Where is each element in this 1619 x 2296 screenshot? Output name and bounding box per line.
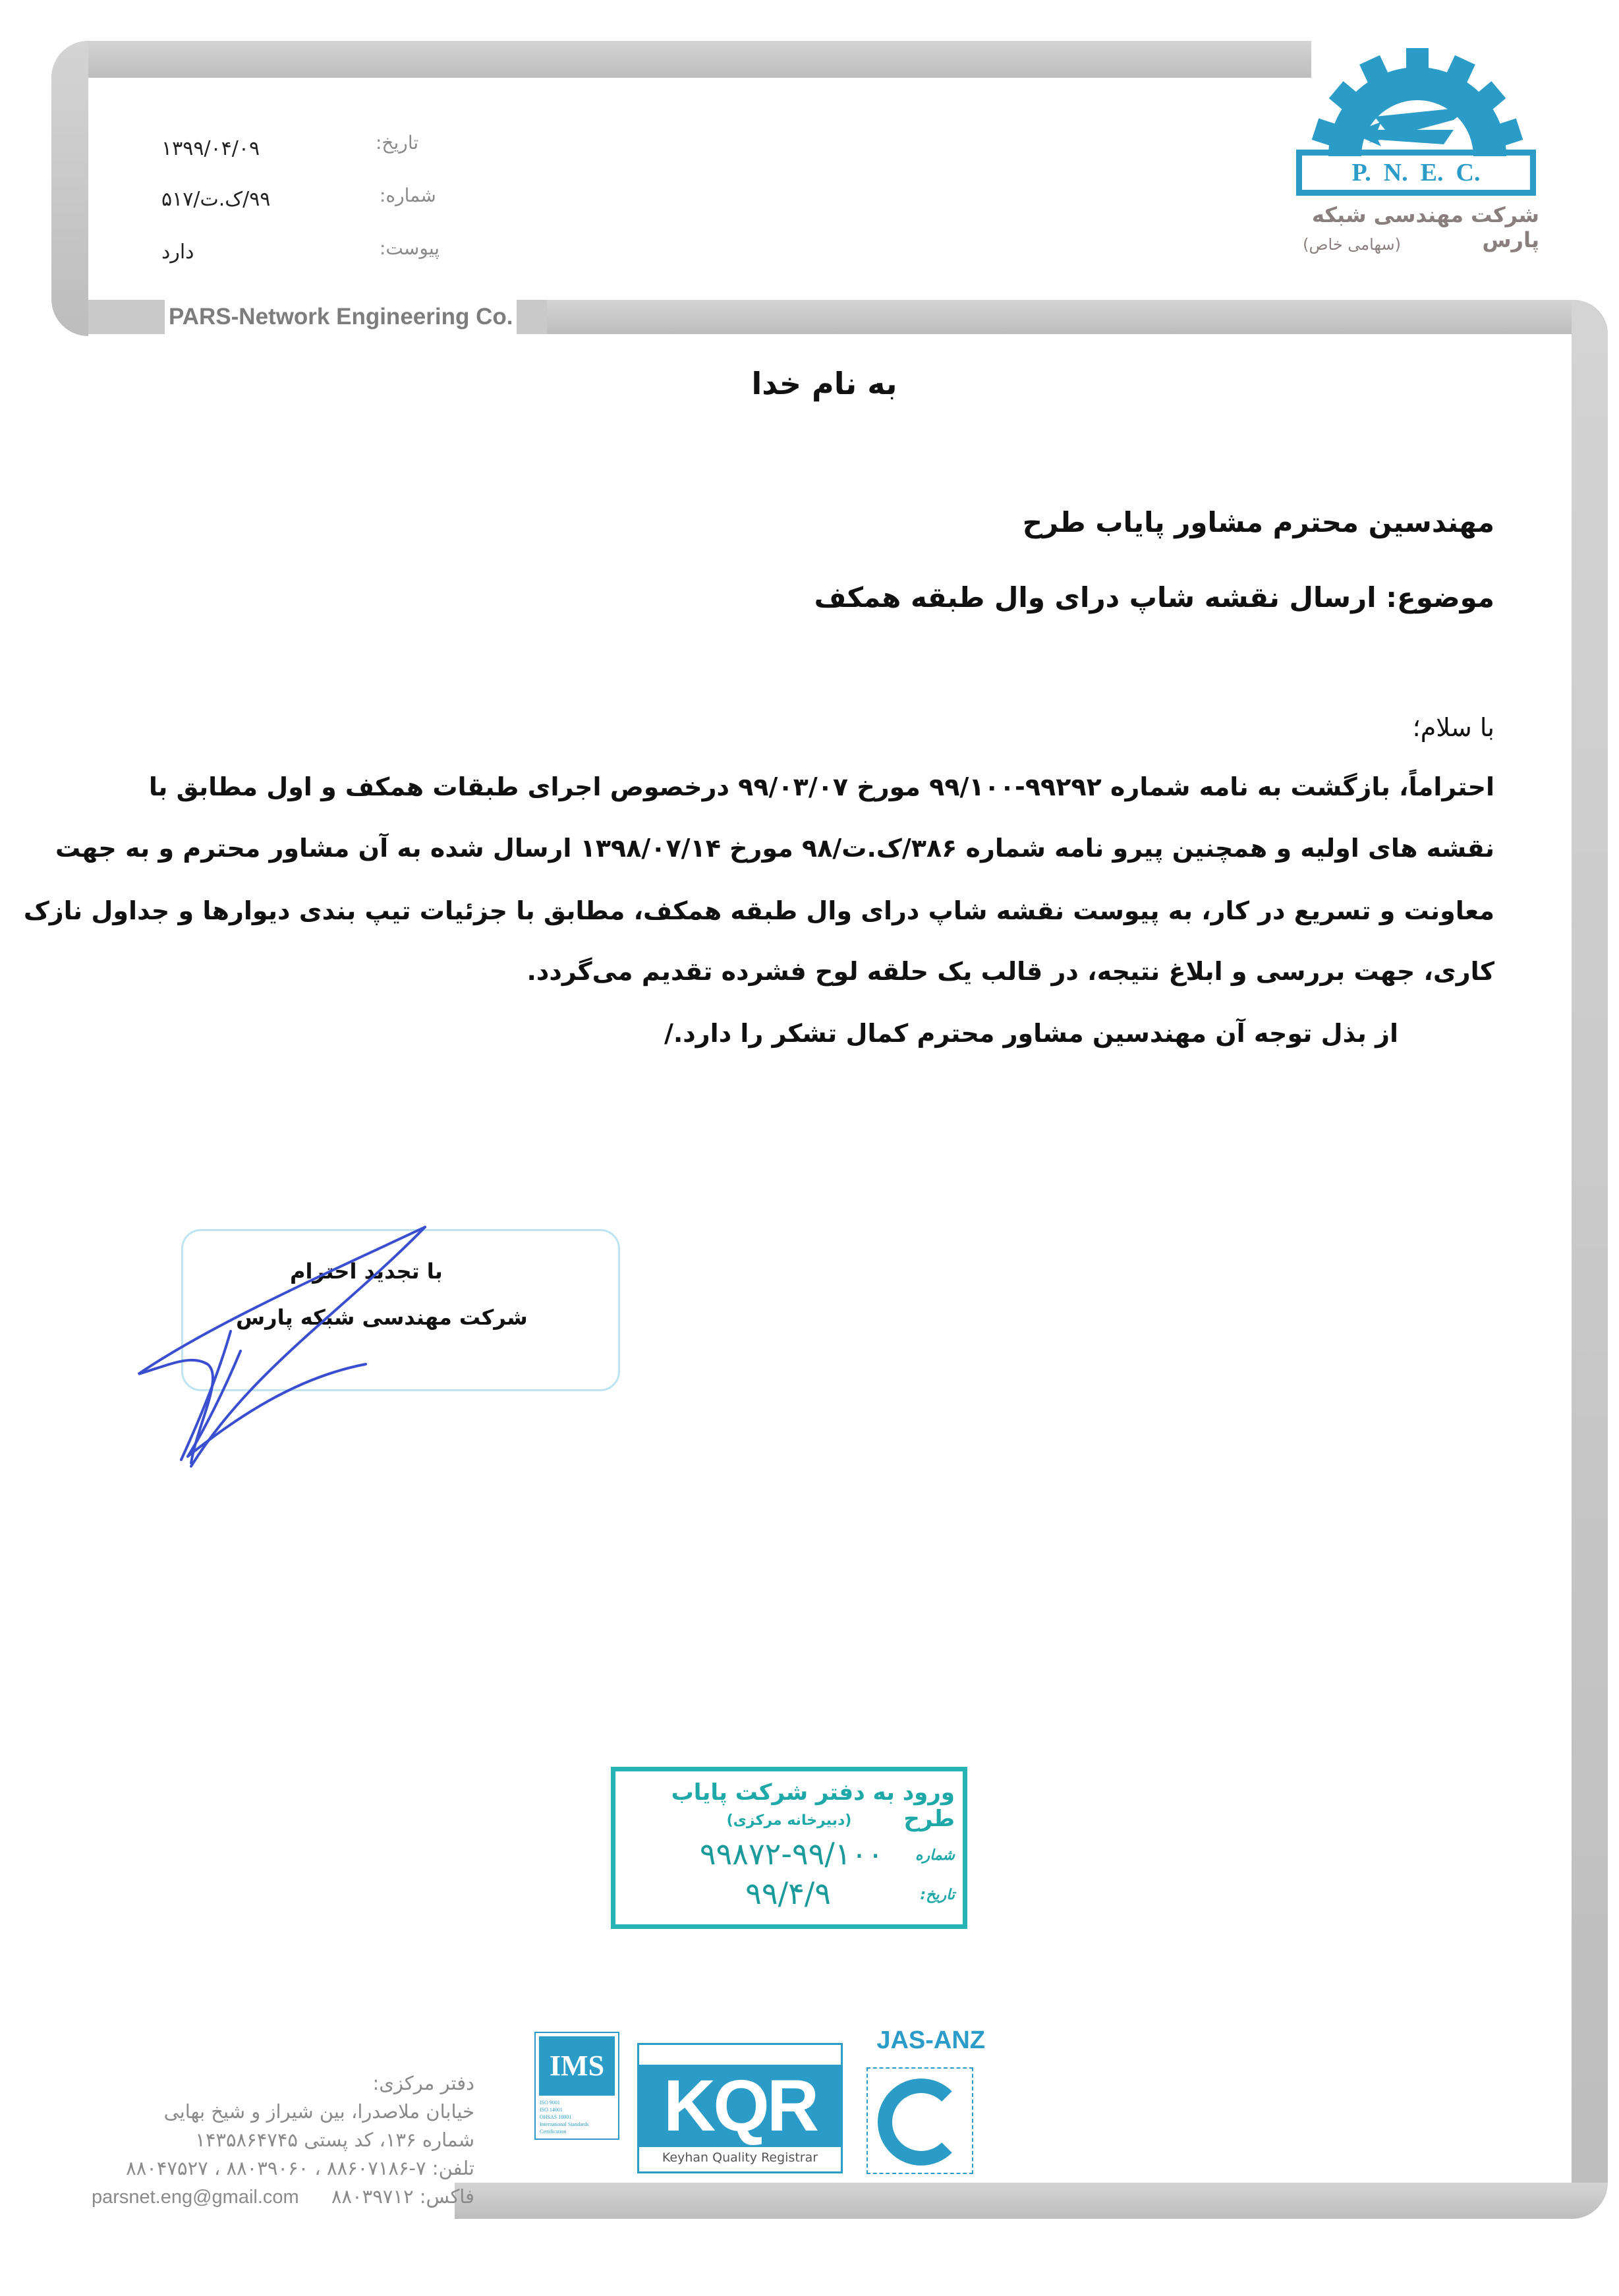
handwritten-signature (132, 1206, 633, 1483)
jas-anz-label: JAS-ANZ (876, 2026, 985, 2054)
kqr-logo (637, 2043, 843, 2173)
phone-numbers: تلفن: ۷-۸۸۶۰۷۱۸۶ ، ۸۸۰۳۹۰۶۰ ، ۸۸۰۴۷۵۲۷ (126, 2157, 474, 2179)
fax-number: فاکس: ۸۸۰۳۹۷۱۲ (331, 2185, 474, 2208)
body-frame-right (1572, 300, 1608, 2218)
logo-letters-box: P. N. E. C. (1296, 150, 1536, 196)
bismillah-heading: به نام خدا (751, 366, 897, 401)
gear-lightning-icon (1295, 44, 1539, 156)
address-line-2: شماره ۱۳۶، کد پستی ۱۴۳۵۸۶۴۷۴۵ (195, 2129, 474, 2151)
header-frame-left (51, 41, 88, 336)
subject: موضوع: ارسال نقشه شاپ درای وال طبقه همکف (814, 581, 1494, 614)
ims-line: ISO 9001 (540, 2100, 560, 2106)
office-label: دفتر مرکزی: (372, 2072, 474, 2094)
ims-line: Certification (540, 2129, 567, 2135)
stamp-number-label: شماره (915, 1847, 955, 1864)
body-line-3: معاونت و تسریع در کار، به پیوست نقشه شاپ درای وال طبقه همکف، مطابق با جزئیات تیپ بندی دیوارها و جداول نازک (23, 896, 1494, 925)
ims-logo (534, 2032, 619, 2140)
attachment-label: پیوست: (380, 237, 440, 259)
logo-company-fa: شرکت مهندسی شبکه پارس (1311, 202, 1539, 252)
stamp-number-value: ۹۹۸۷۲-۹۹/۱۰۰ (699, 1836, 884, 1872)
number-label: شماره: (380, 185, 436, 206)
header-frame-top (51, 41, 1311, 78)
kqr-mark: KQR (639, 2065, 841, 2147)
stamp-subtitle: (دبیرخانه مرکزی) (726, 1812, 852, 1829)
fax-row (92, 2183, 474, 2212)
date-label: تاریخ: (376, 132, 419, 154)
body-frame-bottom (455, 2183, 1608, 2219)
body-frame-top (547, 300, 1608, 334)
ims-line: OHSAS 18001 (540, 2114, 572, 2120)
closing-line: از بذل توجه آن مهندسین مشاور محترم کمال تشکر را دارد./ (664, 1019, 1398, 1048)
ims-mark: IMS (539, 2036, 615, 2096)
body-line-2: نقشه های اولیه و همچنین پیرو نامه شماره ۳۸۶/ک.ت/۹۸ مورخ ۱۳۹۸/۰۷/۱۴ ارسال شده به آن مشاور محترم و به جهت (55, 834, 1494, 863)
stamp-date-label: تاریخ: (920, 1887, 955, 1903)
received-stamp (611, 1767, 967, 1929)
ims-line: ISO 14001 (540, 2107, 563, 2113)
stamp-date-value: ۹۹/۴/۹ (745, 1876, 831, 1911)
company-logo (1295, 44, 1539, 268)
footer-address (92, 2069, 474, 2212)
number-value: ۹۹/ک.ت/۵۱۷ (161, 188, 271, 211)
date-value: ۱۳۹۹/۰۴/۰۹ (161, 137, 260, 160)
logo-company-type: (سهامی خاص) (1303, 235, 1401, 254)
body-line-4: کاری، جهت بررسی و ابلاغ نتیجه، در قالب یک حلقه لوح فشرده تقدیم می‌گردد. (526, 957, 1494, 986)
company-name-en: PARS-Network Engineering Co. (165, 300, 517, 334)
attachment-value: دارد (161, 241, 194, 264)
ims-standards (536, 2099, 618, 2135)
jas-anz-c-icon (866, 2067, 973, 2174)
email-address[interactable]: parsnet.eng@gmail.com (91, 2187, 299, 2208)
address-line-1: خیابان ملاصدرا، بین شیراز و شیخ بهایی (163, 2100, 474, 2123)
body-line-1: احتراماً، بازگشت به نامه شماره ۹۹۲۹۲-۹۹/۱۰۰ مورخ ۹۹/۰۳/۰۷ درخصوص اجرای طبقات همکف و اول مطابق با (148, 772, 1494, 801)
kqr-caption: Keyhan Quality Registrar (662, 2150, 818, 2165)
signature-line-1: با تجدید احترام (290, 1259, 443, 1284)
signature-line-2: شرکت مهندسی شبکه پارس (236, 1305, 528, 1330)
addressee: مهندسین محترم مشاور پایاب طرح (1022, 506, 1494, 538)
stamp-title: ورود به دفتر شرکت پایاب طرح (671, 1779, 955, 1832)
greeting: با سلام؛ (1412, 713, 1494, 742)
ims-line: International Standards (540, 2121, 589, 2127)
jas-anz-logo (860, 2026, 992, 2185)
